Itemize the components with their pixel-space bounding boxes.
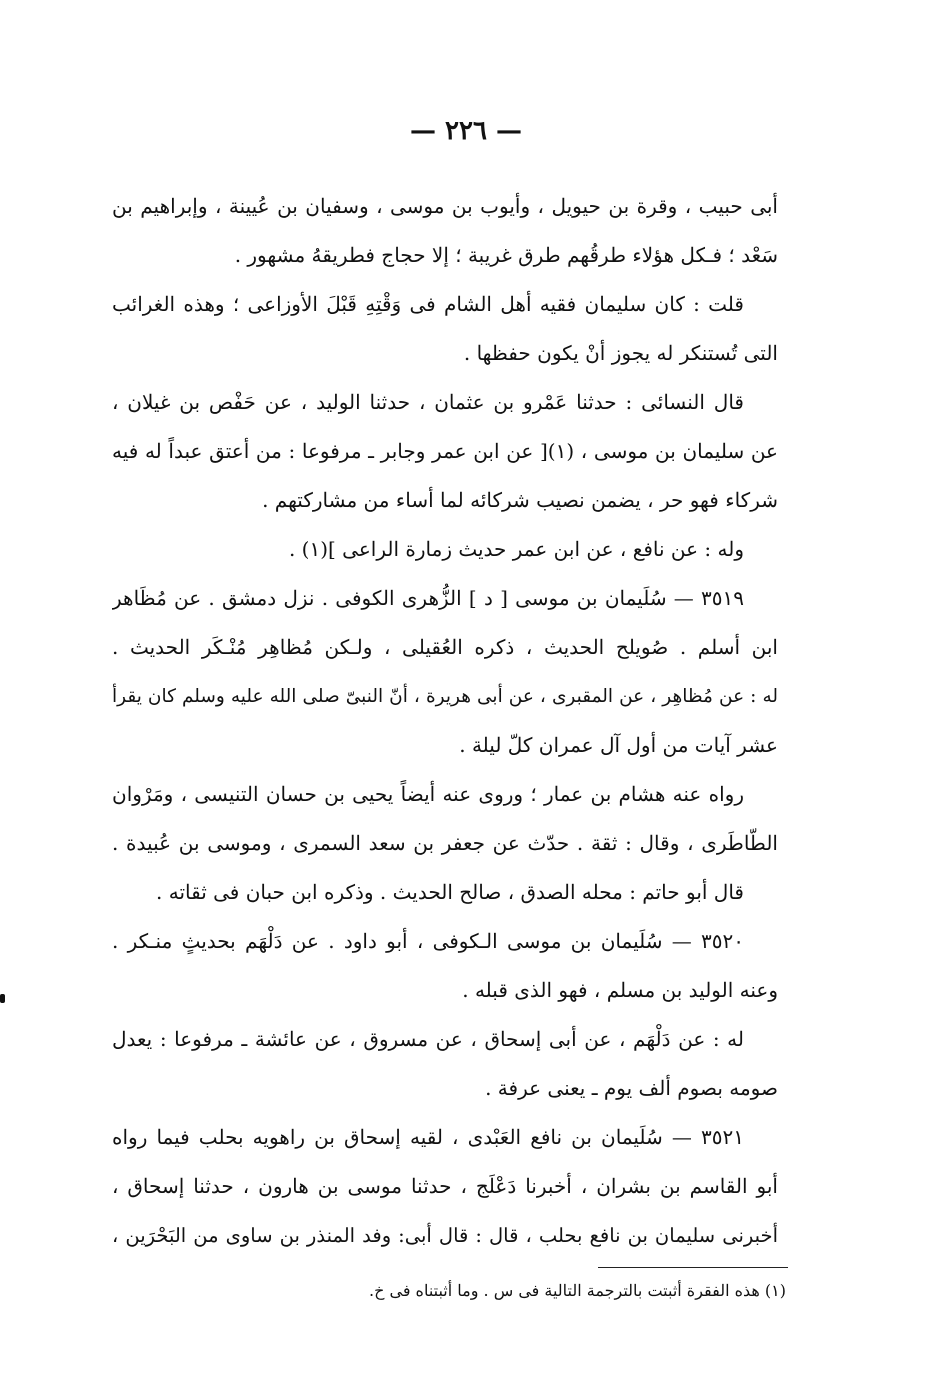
- text-line: التى تُستنكر له يجوز أنْ يكون حفظها .: [463, 341, 778, 365]
- text-line: عشر آيات من أول آل عمران كلّ ليلة .: [459, 733, 778, 757]
- entry-heading-line: ٣٥٢١ — سُلَيمان بن نافع العَبْدى ، لقيه إسحاق بن راهويه بحلب فيما رواه: [112, 1125, 744, 1149]
- scan-mark: [0, 994, 5, 1003]
- text-line: صومه بصوم ألف يوم ـ يعنى عرفة .: [485, 1076, 778, 1100]
- body-text: [112, 182, 778, 1260]
- text-line: الطّاطَرى ، وقال : ثقة . حدّث عن جعفر بن سعد السمرى ، وموسى بن عُبيدة .: [112, 831, 778, 855]
- text-line: شركاء فهو حر ، يضمن نصيب شركائه لما أساء من مشاركتهم .: [262, 488, 778, 512]
- text-line: عن سليمان بن موسى ، (١)[ عن ابن عمر وجابر ـ مرفوعا : من أعتق عبداً له فيه: [112, 439, 778, 463]
- entry-heading-line: ٣٥١٩ — سُلَيمان بن موسى [ د ] الزُّهرى الكوفى . نزل دمشق . عن مُظَاهر: [112, 586, 744, 610]
- text-line: له : عن مُظاهِر ، عن المقبرى ، عن أبى هريرة ، أنّ النبىّ صلى الله عليه وسلم كان يقرأ: [112, 686, 778, 707]
- text-line: سَعْد ؛ فـكل هؤلاء طرقُهم طرق غريبة ؛ إلا حجاج فطريقهُ مشهور .: [234, 243, 778, 267]
- text-line: له : عن دَلْهَم ، عن أبى إسحاق ، عن مسروق ، عن عائشة ـ مرفوعا : يعدل: [112, 1027, 744, 1051]
- text-line: ابن أسلم . صُويلح الحديث ، ذكره العُقيلى ، ولـكن مُظاهِر مُنْـكَر الحديث .: [112, 635, 778, 659]
- text-line: أبو القاسم بن بشران ، أخبرنا دَعْلَج ، حدثنا موسى بن هارون ، حدثنا إسحاق ،: [112, 1174, 778, 1198]
- text-line: رواه عنه هشام بن عمار ؛ وروى عنه أيضاً يحيى بن حسان التنيسى ، ومَرْوان: [112, 782, 744, 806]
- text-line: قال أبو حاتم : محله الصدق ، صالح الحديث . وذكره ابن حبان فى ثقاته .: [156, 880, 744, 904]
- text-line: أبى حبيب ، وقرة بن حيويل ، وأيوب بن موسى ، وسفيان بن عُيينة ، وإبراهيم بن: [112, 194, 778, 218]
- text-line: أخبرنى سليمان بن نافع بحلب ، قال : قال أبى: وفد المنذر بن ساوى من البَحْرَين ،: [112, 1224, 778, 1247]
- page-number: — ٢٢٦ —: [409, 116, 523, 146]
- text-line: قلت : كان سليمان فقيه أهل الشام فى وَقْتِهِ قَبْلَ الأوزاعى ؛ وهذه الغرائب: [112, 292, 744, 316]
- text-line: قال النسائى : حدثنا عَمْرو بن عثمان ، حدثنا الوليد ، عن حَفْص بن غيلان ،: [112, 390, 744, 414]
- entry-heading-line: ٣٥٢٠ — سُلَيمان بن موسى الـكوفى ، أبو داود . عن دَلْهَم بحديثٍ منـكر .: [112, 929, 744, 953]
- footnote-divider: [598, 1267, 788, 1268]
- text-line: وله : عن نافع ، عن ابن عمر حديث زمارة الراعى ](١) .: [288, 537, 744, 561]
- footnote: (١) هذه الفقرة أثبتت بالترجمة التالية فى س . وما أثبتناه فى خ.: [368, 1281, 786, 1300]
- text-line: وعنه الوليد بن مسلم ، فهو الذى قبله .: [462, 978, 778, 1002]
